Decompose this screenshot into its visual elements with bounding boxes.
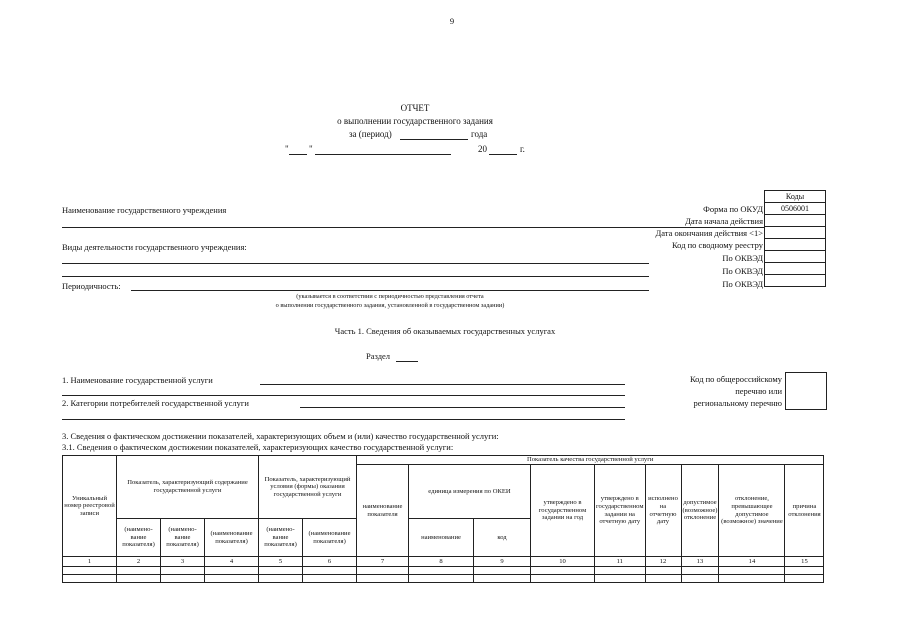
col-number-15: 15: [785, 557, 824, 567]
table-cell[interactable]: [161, 575, 205, 583]
col-number-10: 10: [531, 557, 595, 567]
table-cell[interactable]: [259, 567, 303, 575]
table-cell[interactable]: [681, 575, 719, 583]
consumers-field-2[interactable]: [62, 419, 625, 420]
consumers-label: 2. Категории потребителей государственной услуги: [62, 398, 249, 408]
q-deviation-header: отклонение, превышающее допустимое (возможное) значение: [719, 465, 785, 557]
q-approved-year-header: утверждено в государственном задании на год: [531, 465, 595, 557]
start-date-label: Дата начала действия: [685, 216, 763, 226]
table-cell[interactable]: [595, 567, 646, 575]
q-executed-header: исполнено на отчетную дату: [645, 465, 681, 557]
period-field[interactable]: [400, 139, 468, 140]
institution-name-label: Наименование государственного учреждения: [62, 205, 227, 215]
table-cell[interactable]: [117, 567, 161, 575]
registry-code-box[interactable]: [785, 372, 827, 410]
part-title: Часть 1. Сведения об оказываемых государственных услугах: [334, 326, 556, 336]
report-title: ОТЧЕТ: [400, 103, 430, 113]
table-cell[interactable]: [474, 567, 531, 575]
table-cell[interactable]: [303, 575, 357, 583]
periodicity-field[interactable]: [131, 290, 649, 291]
table-row: [63, 567, 824, 575]
okved-code-cell-3[interactable]: [765, 275, 826, 287]
q-reason-header: причина отклонения: [785, 465, 824, 557]
col-number-8: 8: [409, 557, 474, 567]
col-number-11: 11: [595, 557, 646, 567]
col-number-14: 14: [719, 557, 785, 567]
col-number-13: 13: [681, 557, 719, 567]
okud-code-cell[interactable]: 0506001: [765, 203, 826, 215]
q-approved-date-header: утверждено в государственном задании на отчетную дату: [595, 465, 646, 557]
q-unit-header: единица измерения по ОКЕИ: [409, 465, 531, 519]
table-cell[interactable]: [681, 567, 719, 575]
okved-code-cell-2[interactable]: [765, 263, 826, 275]
activities-field-1[interactable]: [62, 263, 649, 264]
table-cell[interactable]: [645, 575, 681, 583]
table-cell[interactable]: [474, 575, 531, 583]
date-quote-close: ": [309, 144, 313, 154]
col-number-3: 3: [161, 557, 205, 567]
col-number-5: 5: [259, 557, 303, 567]
start-date-code-cell[interactable]: [765, 215, 826, 227]
table-cell[interactable]: [719, 567, 785, 575]
period-label: за (период): [349, 129, 392, 139]
table-cell[interactable]: [357, 575, 409, 583]
registry-code-label-3: региональному перечню: [693, 398, 782, 408]
q-allowed-header: допустимое (возможное) отклонение: [681, 465, 719, 557]
okud-label: Форма по ОКУД: [703, 204, 763, 214]
registry-code-label-2: перечню или: [735, 386, 782, 396]
service-name-label: 1. Наименование государственной услуги: [62, 375, 213, 385]
content-sub-1: (наимено-вание показателя): [117, 519, 161, 557]
date-year-suffix: г.: [520, 144, 525, 154]
section-label: Раздел: [366, 351, 391, 361]
conditions-sub-1: (наимено-вание показателя): [259, 519, 303, 557]
activities-label: Виды деятельности государственного учреждения:: [62, 242, 247, 252]
conditions-sub-2: (наименование показателя): [303, 519, 357, 557]
registry-code-label-1: Код по общероссийскому: [689, 374, 782, 384]
table-cell[interactable]: [409, 567, 474, 575]
section-number-field[interactable]: [396, 361, 418, 362]
table-cell[interactable]: [531, 567, 595, 575]
codes-header: Коды: [765, 191, 826, 203]
consumers-field-1[interactable]: [300, 407, 625, 408]
registry-code-cell[interactable]: [765, 239, 826, 251]
section31-heading: 3.1. Сведения о фактическом достижении показателей, характеризующих качество государственной услуги:: [62, 442, 454, 452]
q-unit-code-header: код: [474, 519, 531, 557]
content-sub-3: (наименование показателя): [205, 519, 259, 557]
table-cell[interactable]: [259, 575, 303, 583]
service-name-field-1[interactable]: [260, 384, 625, 385]
col-conditions-header: Показатель, характеризующий условия (формы) оказания государственной услуги: [259, 456, 357, 519]
section3-heading: 3. Сведения о фактическом достижении показателей, характеризующих объем и (или) качество государственной услуги:: [62, 431, 499, 441]
quality-table: [62, 455, 824, 583]
col-number-2: 2: [117, 557, 161, 567]
table-cell[interactable]: [409, 575, 474, 583]
date-year-field[interactable]: [489, 154, 517, 155]
date-day-field[interactable]: [289, 154, 307, 155]
activities-field-2[interactable]: [62, 276, 649, 277]
okved-code-cell-1[interactable]: [765, 251, 826, 263]
table-cell[interactable]: [645, 567, 681, 575]
periodicity-note-1: (указывается в соответствии с периодичностью представления отчета: [296, 293, 484, 300]
col-quality-header: Показатель качества государственной услуги: [357, 456, 824, 465]
institution-name-field[interactable]: [62, 227, 764, 228]
table-cell[interactable]: [205, 567, 259, 575]
report-subtitle: о выполнении государственного задания: [337, 116, 493, 126]
content-sub-2: (наимено-вание показателя): [161, 519, 205, 557]
q-name-header: наименование показателя: [357, 465, 409, 557]
date-year-prefix: 20: [478, 144, 487, 154]
table-cell[interactable]: [595, 575, 646, 583]
page-number: 9: [449, 16, 455, 26]
table-cell[interactable]: [161, 567, 205, 575]
table-cell[interactable]: [63, 567, 117, 575]
col-number-6: 6: [303, 557, 357, 567]
date-month-field[interactable]: [315, 154, 451, 155]
col-number-1: 1: [63, 557, 117, 567]
col-number-9: 9: [474, 557, 531, 567]
okved-label-1: По ОКВЭД: [722, 253, 763, 263]
okved-label-3: По ОКВЭД: [722, 279, 763, 289]
okved-label-2: По ОКВЭД: [722, 266, 763, 276]
table-cell[interactable]: [719, 575, 785, 583]
codes-table: [764, 190, 826, 287]
service-name-field-2[interactable]: [62, 395, 625, 396]
end-date-code-cell[interactable]: [765, 227, 826, 239]
period-year-label: года: [471, 129, 488, 139]
col-content-header: Показатель, характеризующий содержание государственной услуги: [117, 456, 259, 519]
table-cell[interactable]: [357, 567, 409, 575]
table-cell[interactable]: [531, 575, 595, 583]
table-cell[interactable]: [117, 575, 161, 583]
table-cell[interactable]: [785, 575, 824, 583]
table-cell[interactable]: [303, 567, 357, 575]
col-number-12: 12: [645, 557, 681, 567]
date-quote-open: ": [285, 144, 289, 154]
col-registry-header: Уникальный номер реестровой записи: [63, 456, 117, 557]
periodicity-note-2: о выполнении государственного задания, установленной в государственном задании): [275, 302, 505, 309]
q-unit-name-header: наименование: [409, 519, 474, 557]
registry-label: Код по сводному реестру: [671, 240, 763, 250]
table-row: [63, 575, 824, 583]
table-cell[interactable]: [785, 567, 824, 575]
periodicity-label: Периодичность:: [62, 281, 121, 291]
table-cell[interactable]: [63, 575, 117, 583]
col-number-4: 4: [205, 557, 259, 567]
end-date-label: Дата окончания действия <1>: [655, 228, 763, 238]
table-cell[interactable]: [205, 575, 259, 583]
col-number-7: 7: [357, 557, 409, 567]
